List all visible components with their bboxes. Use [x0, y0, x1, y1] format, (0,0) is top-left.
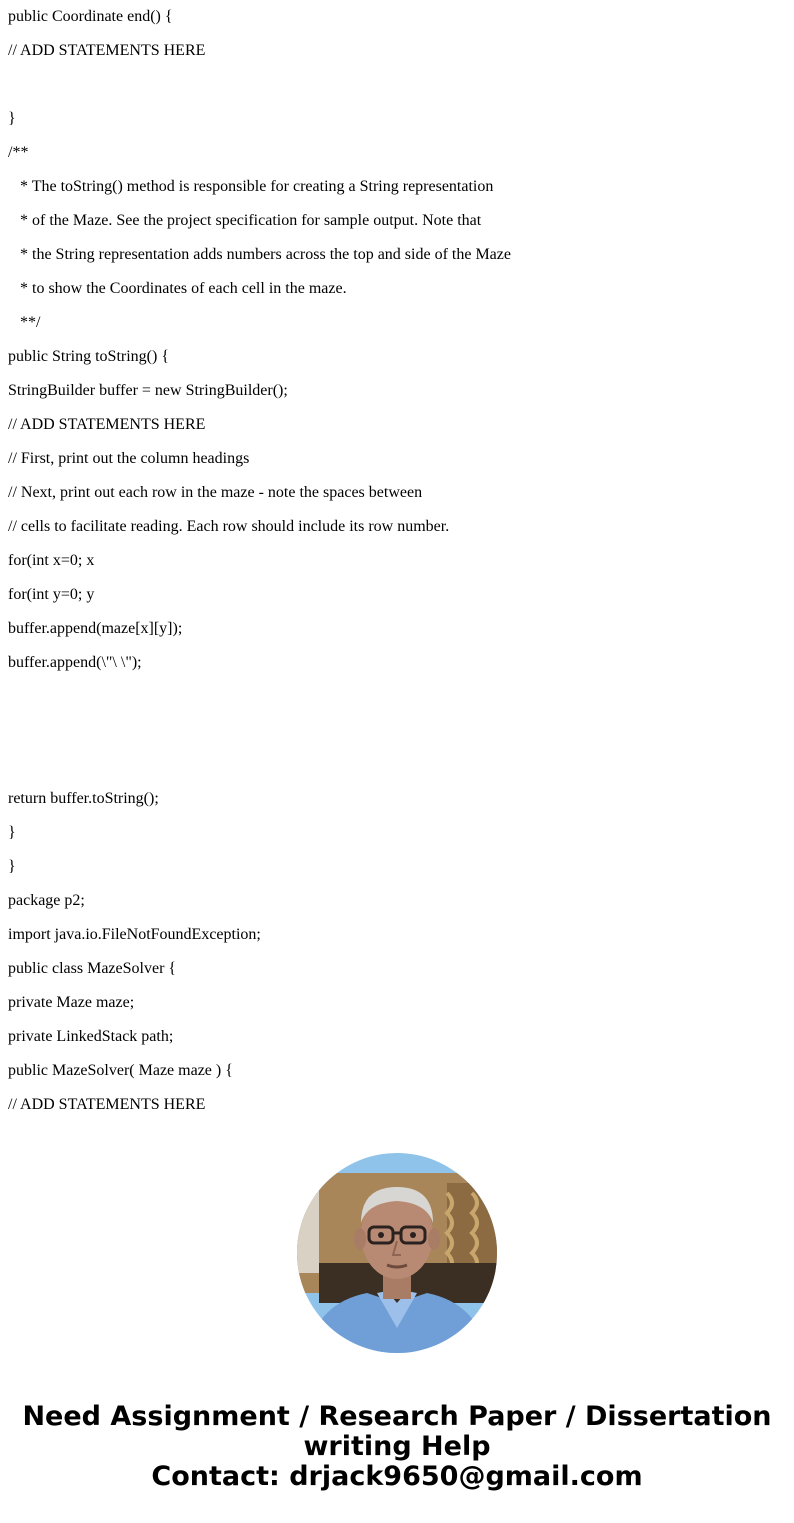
code-line: /**: [8, 144, 29, 161]
code-line: // ADD STATEMENTS HERE: [8, 1096, 206, 1113]
code-line: buffer.append(\"\ \");: [8, 654, 142, 671]
code-line: * of the Maze. See the project specification for sample output. Note that: [20, 212, 482, 229]
code-line: * the String representation adds numbers across the top and side of the Maze: [20, 246, 511, 263]
code-line: package p2;: [8, 892, 85, 909]
code-line: [8, 680, 788, 714]
code-line: [8, 748, 788, 782]
code-line: public String toString() {: [8, 348, 170, 365]
code-line: [8, 68, 788, 102]
cta-line-1: Need Assignment / Research Paper / Dissertation: [22, 1401, 772, 1432]
code-line: }: [8, 824, 16, 841]
code-line: import java.io.FileNotFoundException;: [8, 926, 261, 943]
code-line: **/: [20, 314, 41, 331]
person-portrait-icon: [297, 1153, 497, 1353]
cta-line-2: writing Help: [303, 1431, 491, 1462]
code-line: public Coordinate end() {: [8, 8, 173, 25]
cta-contact-email: Contact: drjack9650@gmail.com: [151, 1461, 643, 1492]
code-line: // ADD STATEMENTS HERE: [8, 416, 206, 433]
code-line: public MazeSolver( Maze maze ) {: [8, 1062, 233, 1079]
code-line: }: [8, 110, 16, 127]
contact-banner: [0, 1402, 794, 1492]
code-listing: [8, 0, 788, 1122]
code-line: * to show the Coordinates of each cell in the maze.: [20, 280, 347, 297]
code-line: // ADD STATEMENTS HERE: [8, 42, 206, 59]
code-line: private LinkedStack path;: [8, 1028, 174, 1045]
code-line: // cells to facilitate reading. Each row should include its row number.: [8, 518, 450, 535]
code-line: // First, print out the column headings: [8, 450, 250, 467]
author-avatar: [297, 1153, 497, 1353]
code-line: for(int x=0; x: [8, 552, 95, 569]
code-line: // Next, print out each row in the maze - note the spaces between: [8, 484, 423, 501]
code-line: [8, 714, 788, 748]
code-line: buffer.append(maze[x][y]);: [8, 620, 183, 637]
code-line: private Maze maze;: [8, 994, 135, 1011]
code-line: for(int y=0; y: [8, 586, 95, 603]
code-line: StringBuilder buffer = new StringBuilder();: [8, 382, 288, 399]
code-line: * The toString() method is responsible for creating a String representation: [20, 178, 494, 195]
code-line: public class MazeSolver {: [8, 960, 177, 977]
code-line: return buffer.toString();: [8, 790, 159, 807]
code-line: }: [8, 858, 16, 875]
